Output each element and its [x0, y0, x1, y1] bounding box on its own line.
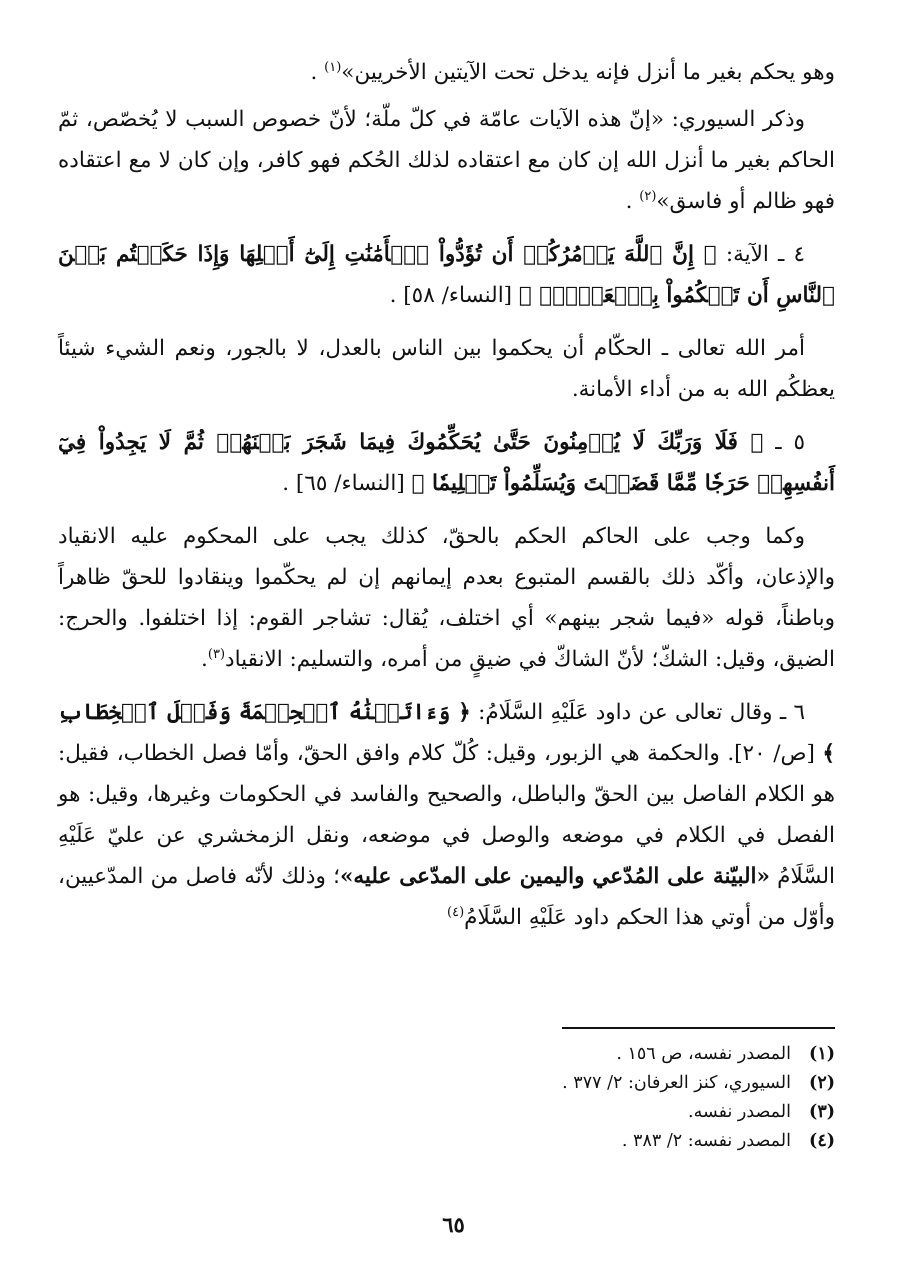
paragraph-2 [58, 99, 835, 222]
verse-6-commentary: [ص/ ٢٠]. والحكمة هي الزبور، وقيل: كُلّ كلام وافق الحقّ، وأمّا فصل الخطاب، فقيل: هو الكلام الفاصل بين الحقّ والباطل، والصحيح والفاسد في الحكومات وغيرها، وقيل: هو الفصل في الكلام في موضعه والوصل في موضعه، ونقل الزمخشري عن عليّ عَلَيْهِ السَّلَامُ [58, 741, 835, 889]
paragraph-4-tail: . [201, 647, 208, 672]
verse-6-after: ؛ وذلك لأنّه فاصل من المدّعيين، وأوّل من أوتي هذا الحكم داود عَلَيْهِ السَّلَامُ [58, 864, 835, 930]
footnote-ref-4: (٤) [447, 904, 465, 920]
verse-4-quran-text: ﴿ إِنَّ ٱللَّهَ يَأۡمُرُكُمۡ أَن تُؤَدُّواْ ٱلۡأَمَٰنَٰتِ إِلَىٰٓ أَهۡلِهَا وَإِذَا حَكَمۡتُم بَيۡنَ ٱلنَّاسِ أَن تَحۡكُمُواْ بِٱلۡعَدۡلِۚ ﴾ [58, 242, 835, 308]
verse-5-reference: [النساء/ ٦٥] . [282, 471, 412, 496]
paragraph-3-text: أمر الله تعالى ـ الحكّام أن يحكموا بين الناس بالعدل، لا بالجور، ونعم الشيء شيئاً يعظكُم الله به من أداء الأمانة. [58, 336, 835, 402]
footnote-number: (١) [809, 1044, 835, 1064]
footnote-ref-2: (٢) [639, 188, 657, 204]
footnote-ref-3: (٣) [207, 646, 226, 662]
verse-6-prefix: ٦ ـ وقال تعالى عن داود عَلَيْهِ السَّلَامُ: [470, 700, 805, 725]
footnote-3 [415, 1098, 835, 1127]
footnote-divider [562, 1027, 835, 1029]
hadith-quote: «البيّنة على المُدّعي واليمين على المدّعى عليه» [339, 864, 770, 889]
footnote-4 [415, 1127, 835, 1156]
paragraph-4 [58, 516, 835, 680]
verse-5-prefix: ٥ ـ [763, 430, 806, 455]
verse-4 [58, 234, 835, 316]
verse-5 [58, 422, 835, 504]
paragraph-2-tail: . [625, 189, 640, 214]
footnote-1 [415, 1040, 835, 1069]
verse-5-quran-text: ﴿ فَلَا وَرَبِّكَ لَا يُؤۡمِنُونَ حَتَّىٰ يُحَكِّمُوكَ فِيمَا شَجَرَ بَيۡنَهُمۡ ثُمَّ لَا يَجِدُواْ فِيٓ أَنفُسِهِمۡ حَرَجٗا مِّمَّا قَضَيۡتَ وَيُسَلِّمُواْ تَسۡلِيمٗا ﴾ [58, 430, 835, 496]
footnote-text: المصدر نفسه. [688, 1102, 791, 1122]
paragraph-2-text: وذكر السيوري: «إنّ هذه الآيات عامّة في كلّ ملّة؛ لأنّ خصوص السبب لا يُخصّص، ثمّ الحاكم بغير ما أنزل الله إن كان مع اعتقاده لذلك الحُكم فهو كافر، وإن كان لا مع اعتقاده فهو ظالم أو فاسق» [58, 107, 835, 214]
paragraph-1-tail: . [310, 60, 325, 85]
verse-6 [58, 692, 835, 938]
paragraph-4-text: وكما وجب على الحاكم الحكم بالحقّ، كذلك يجب على المحكوم عليه الانقياد والإذعان، وأكّد ذلك بالقسم المتبوع بعدم إيمانهم إن لم يحكّموا وينقادوا للحقّ ظاهراً وباطناً، قوله «فيما شجر بينهم» أي اختلف، يُقال: تشاجر القوم: إذا اختلفوا. والحرج: الضيق، وقيل: الشكّ؛ لأنّ الشاكّ في ضيقٍ من أمره، والتسليم: الانقياد [58, 524, 835, 672]
footnote-2 [415, 1069, 835, 1098]
footnote-text: المصدر نفسه: ٢/ ٣٨٣ . [621, 1131, 791, 1151]
footnotes [415, 1040, 835, 1156]
verse-4-prefix: ٤ ـ الآية: [716, 242, 805, 267]
footnote-number: (٣) [809, 1102, 835, 1122]
paragraph-1-text: وهو يحكم بغير ما أنزل فإنه يدخل تحت الآيتين الأخريين» [341, 60, 835, 85]
verse-6-quran-text: ﴿ وَءَاتَيۡنَٰهُ ٱلۡحِكۡمَةَ وَفَصۡلَ ٱلۡخِطَابِ ﴾ [58, 700, 836, 766]
paragraph-3 [58, 328, 835, 410]
verse-4-reference: [النساء/ ٥٨] . [389, 283, 519, 308]
footnote-number: (٤) [809, 1131, 835, 1151]
page-body [58, 52, 835, 950]
footnote-number: (٢) [809, 1073, 835, 1093]
page-number: ٦٥ [442, 1212, 465, 1237]
footnote-ref-1: (١) [324, 59, 342, 75]
footnote-text: السيوري، كنز العرفان: ٢/ ٣٧٧ . [562, 1073, 791, 1093]
footnote-text: المصدر نفسه، ص ١٥٦ . [616, 1044, 791, 1064]
paragraph-1 [58, 52, 835, 93]
